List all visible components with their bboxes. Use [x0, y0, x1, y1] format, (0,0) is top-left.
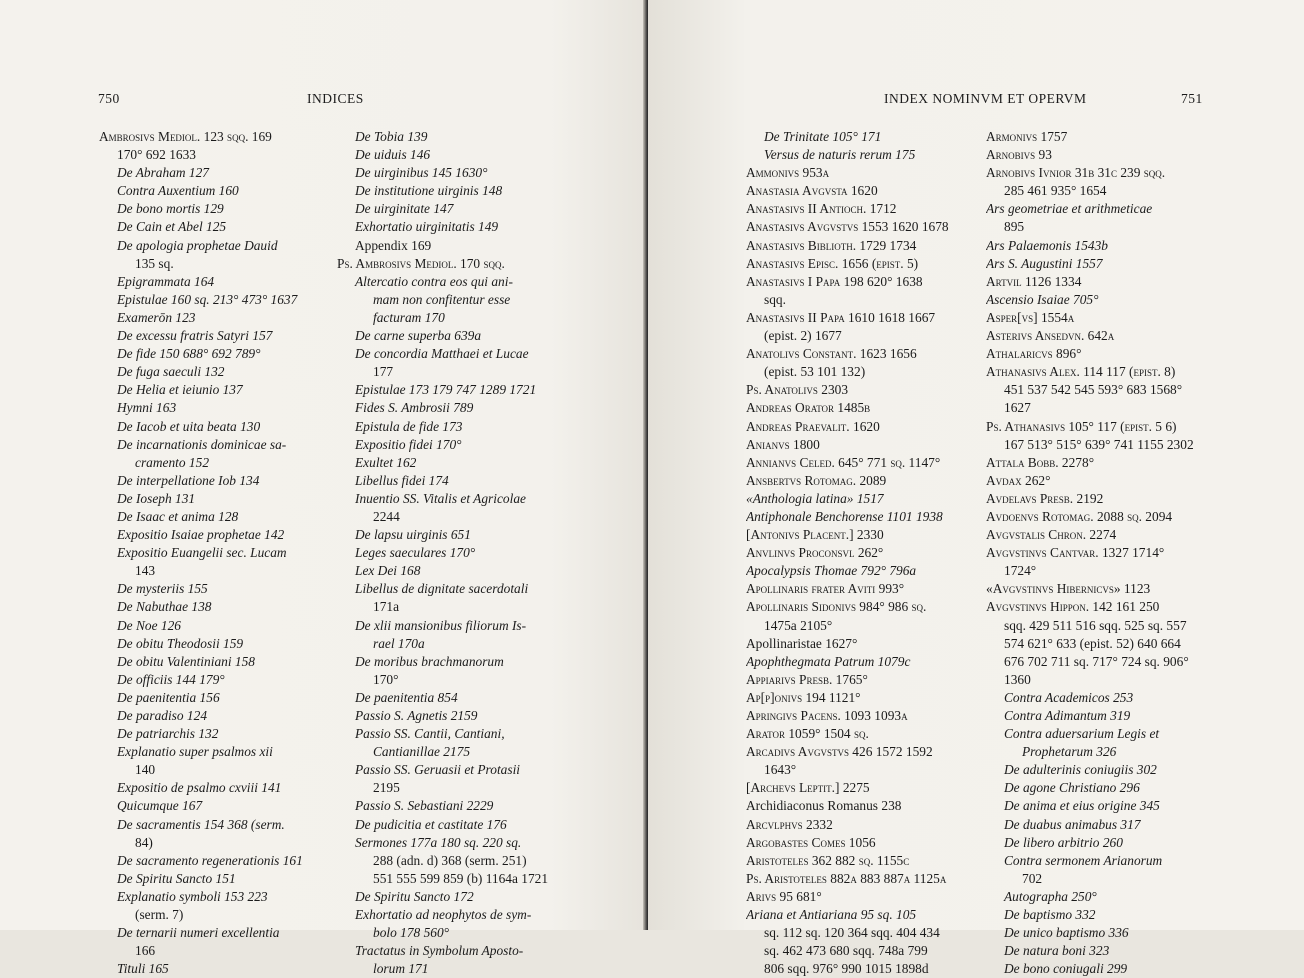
- index-entry: Examerōn 123: [117, 309, 196, 325]
- index-entry: Ps. Anatolivs 2303: [746, 382, 849, 398]
- index-entry: Anastasivs Episc. 1656 (epist. 5): [746, 255, 919, 271]
- index-column-left-1: [99, 128, 321, 978]
- index-entry: Ansbertvs Rotomag. 2089: [746, 472, 887, 488]
- index-entry: De interpellatione Iob 134: [117, 472, 260, 488]
- right-page: [648, 0, 1304, 977]
- index-entry: Tituli 165: [117, 961, 169, 977]
- index-entry: 1475a 2105°: [764, 617, 833, 633]
- index-entry: Cantianillae 2175: [373, 744, 471, 760]
- index-entry: De apologia prophetae Dauid: [117, 237, 278, 253]
- index-entry: Apollinaris Sidonivs 984° 986 sq.: [746, 599, 927, 615]
- index-entry: Prophetarum 326: [1022, 744, 1117, 760]
- index-entry: Apollinaristae 1627°: [746, 635, 858, 651]
- index-entry: De bono mortis 129: [117, 201, 224, 217]
- index-entry: cramento 152: [135, 454, 210, 470]
- index-entry: Anvlinvs Proconsvl 262°: [746, 545, 884, 561]
- index-entry: Armonivs 1757: [986, 129, 1068, 144]
- index-entry: 171a: [373, 599, 400, 615]
- index-entry: facturam 170: [373, 309, 445, 325]
- index-entry: De agone Christiano 296: [1004, 780, 1140, 796]
- index-entry: 676 702 711 sq. 717° 724 sq. 906°: [1004, 653, 1189, 669]
- index-entry: Ambrosivs Mediol. 123 sqq. 169: [99, 129, 272, 144]
- index-entry: De fide 150 688° 692 789°: [117, 346, 261, 362]
- index-entry: sqq. 429 511 516 sqq. 525 sq. 557: [1004, 617, 1187, 633]
- index-entry: Contra aduersarium Legis et: [1004, 726, 1160, 742]
- index-entry: Hymni 163: [117, 400, 177, 416]
- index-entry: Altercatio contra eos qui ani-: [355, 273, 513, 289]
- index-entry: Anastasivs Biblioth. 1729 1734: [746, 237, 917, 253]
- index-entry: Asterivs Ansedvn. 642a: [986, 328, 1115, 344]
- index-entry: De moribus brachmanorum: [355, 653, 504, 669]
- index-entry: Passio S. Agnetis 2159: [355, 708, 478, 723]
- index-entry: Andreas Praevalit. 1620: [746, 418, 880, 434]
- index-entry: De Spiritu Sancto 151: [117, 870, 236, 886]
- index-entry: Avgvstinvs Hippon. 142 161 250: [986, 599, 1160, 615]
- index-entry: sqq.: [764, 291, 786, 307]
- index-entry: Leges saeculares 170°: [355, 545, 476, 561]
- index-entry: Contra Adimantum 319: [1004, 708, 1131, 723]
- index-entry: De patriarchis 132: [117, 726, 219, 742]
- index-entry: De sacramentis 154 368 (serm.: [117, 816, 285, 832]
- index-entry: Ars Palaemonis 1543b: [986, 237, 1108, 253]
- index-entry: Contra Academicos 253: [1004, 689, 1134, 705]
- index-entry: Epistulae 173 179 747 1289 1721: [355, 382, 537, 398]
- index-entry: Expositio fidei 170°: [355, 436, 462, 452]
- index-entry: Tractatus in Symbolum Aposto-: [355, 943, 524, 959]
- index-entry: De mysteriis 155: [117, 581, 208, 597]
- index-entry: Arator 1059° 1504 sq.: [746, 726, 869, 742]
- index-entry: De Iacob et uita beata 130: [117, 418, 261, 434]
- index-entry: De libero arbitrio 260: [1004, 834, 1123, 850]
- index-entry: De Ioseph 131: [117, 490, 196, 506]
- index-entry: Athalaricvs 896°: [986, 346, 1082, 362]
- index-entry: 2195: [373, 780, 400, 796]
- index-entry: Ars geometriae et arithmeticae: [986, 201, 1153, 217]
- index-entry: Arnobivs 93: [986, 147, 1052, 163]
- index-entry: Inuentio SS. Vitalis et Agricolae: [355, 490, 526, 506]
- index-entry: Arcvlphvs 2332: [746, 816, 833, 832]
- index-entry: Anastasivs II Papa 1610 1618 1667: [746, 309, 936, 325]
- index-entry: Libellus de dignitate sacerdotali: [355, 581, 529, 597]
- index-entry: 574 621° 633 (epist. 52) 640 664: [1004, 635, 1181, 651]
- index-entry: 551 555 599 859 (b) 1164a 1721: [373, 870, 549, 886]
- index-entry: 170°: [373, 671, 399, 687]
- index-entry: Contra Auxentium 160: [117, 183, 239, 199]
- index-column-right-2: [986, 128, 1208, 978]
- index-entry: De duabus animabus 317: [1004, 816, 1141, 832]
- index-entry: Ps. Athanasivs 105° 117 (epist. 5 6): [986, 418, 1177, 434]
- index-entry: 140: [135, 762, 156, 778]
- index-entry: De paenitentia 156: [117, 689, 220, 705]
- index-entry: Anastasivs I Papa 198 620° 1638: [746, 273, 923, 289]
- index-entry: 1724°: [1004, 563, 1037, 579]
- index-entry: sq. 462 473 680 sqq. 748a 799: [764, 943, 928, 959]
- index-entry: Expositio de psalmo cxviii 141: [117, 780, 282, 796]
- index-entry: De fuga saeculi 132: [117, 364, 225, 380]
- index-entry: Explanatio super psalmos xii: [117, 744, 273, 760]
- index-entry: Annianvs Celed. 645° 771 sq. 1147°: [746, 454, 941, 470]
- index-entry: (epist. 53 101 132): [764, 364, 866, 380]
- index-entry: De sacramento regenerationis 161: [117, 852, 303, 868]
- index-entry: Ars S. Augustini 1557: [986, 255, 1103, 271]
- index-entry: De unico baptismo 336: [1004, 925, 1129, 941]
- index-entry: (epist. 2) 1677: [764, 328, 842, 344]
- index-entry: De Abraham 127: [117, 165, 209, 181]
- index-entry: Avdelavs Presb. 2192: [986, 490, 1104, 506]
- index-entry: Apringivs Pacens. 1093 1093a: [746, 708, 908, 723]
- index-entry: 170° 692 1633: [117, 147, 197, 163]
- index-entry: De xlii mansionibus filiorum Is-: [355, 617, 527, 633]
- index-entry: Exhortatio uirginitatis 149: [355, 219, 499, 235]
- index-entry: Expositio Isaiae prophetae 142: [117, 527, 285, 543]
- index-entry: 143: [135, 563, 156, 579]
- index-entry: lorum 171: [373, 961, 429, 977]
- index-entry: Arnobivs Ivnior 31b 31c 239 sqq.: [986, 165, 1166, 181]
- index-entry: 288 (adn. d) 368 (serm. 251): [373, 852, 527, 868]
- index-entry: Libellus fidei 174: [355, 472, 449, 488]
- index-entry: Avgvstalis Chron. 2274: [986, 527, 1117, 543]
- index-entry: «Anthologia latina» 1517: [746, 490, 884, 506]
- index-entry: Epistula de fide 173: [355, 418, 463, 434]
- index-entry: De obitu Theodosii 159: [117, 635, 244, 651]
- index-entry: 84): [135, 834, 153, 850]
- index-entry: Ascensio Isaiae 705°: [986, 291, 1099, 307]
- index-entry: 285 461 935° 1654: [1004, 183, 1107, 199]
- index-entry: Anatolivs Constant. 1623 1656: [746, 346, 917, 362]
- left-page: [0, 0, 648, 977]
- index-entry: Arivs 95 681°: [746, 888, 822, 904]
- index-column-left-2: [337, 128, 559, 978]
- index-entry: Exhortatio ad neophytos de sym-: [355, 907, 532, 923]
- index-column-right-1: [746, 128, 970, 978]
- index-entry: De Isaac et anima 128: [117, 508, 239, 524]
- index-entry: De incarnationis dominicae sa-: [117, 436, 287, 452]
- index-entry: Avgvstinvs Cantvar. 1327 1714°: [986, 545, 1165, 561]
- index-entry: Exultet 162: [355, 454, 417, 470]
- index-entry: De institutione uirginis 148: [355, 183, 503, 199]
- index-entry: Anastasivs II Antioch. 1712: [746, 201, 897, 217]
- index-entry: Aristoteles 362 882 sq. 1155c: [746, 852, 910, 868]
- index-entry: De Cain et Abel 125: [117, 219, 227, 235]
- index-entry: rael 170a: [373, 635, 425, 651]
- index-entry: Asper[vs] 1554a: [986, 309, 1075, 325]
- index-entry: Anastasia Avgvsta 1620: [746, 183, 878, 199]
- index-entry: De anima et eius origine 345: [1004, 798, 1160, 814]
- index-entry: [Archevs Leptit.] 2275: [746, 780, 870, 796]
- index-entry: 451 537 542 545 593° 683 1568°: [1004, 382, 1183, 398]
- index-entry: Arcadivs Avgvstvs 426 1572 1592: [746, 744, 933, 760]
- index-entry: Epistulae 160 sq. 213° 473° 1637: [117, 291, 298, 307]
- index-entry: Lex Dei 168: [355, 563, 421, 579]
- index-entry: De uirginibus 145 1630°: [355, 165, 488, 181]
- index-entry: Avdax 262°: [986, 472, 1051, 488]
- index-entry: Ps. Aristoteles 882a 883 887a 1125a: [746, 870, 947, 886]
- index-entry: Appiarivs Presb. 1765°: [746, 671, 868, 687]
- index-entry: Epigrammata 164: [117, 273, 215, 289]
- index-entry: 1627: [1004, 400, 1031, 416]
- running-head-left: INDICES: [307, 91, 364, 106]
- index-entry: De carne superba 639a: [355, 328, 482, 344]
- index-entry: De excessu fratris Satyri 157: [117, 328, 273, 344]
- index-entry: De paradiso 124: [117, 708, 208, 723]
- index-entry: Passio S. Sebastiani 2229: [355, 798, 494, 814]
- index-entry: Ammonivs 953a: [746, 165, 830, 181]
- index-entry: sq. 112 sq. 120 364 sqq. 404 434: [764, 925, 940, 941]
- index-entry: 1360: [1004, 671, 1031, 687]
- index-entry: 1643°: [764, 762, 797, 778]
- index-entry: 806 sqq. 976° 990 1015 1898d: [764, 961, 929, 977]
- index-entry: De pudicitia et castitate 176: [355, 816, 507, 832]
- index-entry: Anianvs 1800: [746, 436, 820, 452]
- index-entry: Passio SS. Cantii, Cantiani,: [355, 726, 505, 742]
- index-entry: Apophthegmata Patrum 1079c: [746, 653, 911, 669]
- index-entry: De bono coniugali 299: [1004, 961, 1128, 977]
- index-entry: Attala Bobb. 2278°: [986, 454, 1095, 470]
- page-number-left: 750: [98, 91, 120, 106]
- index-entry: Apollinaris frater Aviti 993°: [746, 581, 905, 597]
- index-entry: De natura boni 323: [1004, 943, 1110, 959]
- index-entry: De lapsu uirginis 651: [355, 527, 471, 543]
- index-entry: De obitu Valentiniani 158: [117, 653, 255, 669]
- index-entry: Athanasivs Alex. 114 117 (epist. 8): [986, 364, 1176, 380]
- index-entry: De adulterinis coniugiis 302: [1004, 762, 1157, 778]
- index-entry: Antiphonale Benchorense 1101 1938: [746, 508, 943, 524]
- index-entry: Ap[p]onivs 194 1121°: [746, 689, 861, 705]
- index-entry: Versus de naturis rerum 175: [764, 147, 916, 163]
- index-entry: 135 sq.: [135, 255, 174, 271]
- index-entry: De Spiritu Sancto 172: [355, 888, 474, 904]
- index-entry: Ariana et Antiariana 95 sq. 105: [746, 907, 917, 923]
- index-entry: Argobastes Comes 1056: [746, 834, 876, 850]
- index-entry: De paenitentia 854: [355, 689, 458, 705]
- index-entry: «Avgvstinvs Hibernicvs» 1123: [986, 581, 1151, 597]
- index-entry: De Noe 126: [117, 617, 181, 633]
- index-entry: Quicumque 167: [117, 798, 203, 814]
- index-entry: [Antonivs Placent.] 2330: [746, 527, 884, 543]
- index-entry: mam non confitentur esse: [373, 291, 511, 307]
- index-entry: Explanatio symboli 153 223: [117, 888, 268, 904]
- index-entry: De ternarii numeri excellentia: [117, 925, 280, 941]
- index-entry: Expositio Euangelii sec. Lucam: [117, 545, 287, 561]
- index-entry: Avdoenvs Rotomag. 2088 sq. 2094: [986, 508, 1173, 524]
- index-entry: De baptismo 332: [1004, 907, 1096, 923]
- index-entry: Contra sermonem Arianorum: [1004, 852, 1163, 868]
- index-entry: 895: [1004, 219, 1025, 235]
- index-entry: Andreas Orator 1485b: [746, 400, 871, 416]
- index-entry: 702: [1022, 870, 1043, 886]
- index-entry: De officiis 144 179°: [117, 671, 225, 687]
- index-entry: De uiduis 146: [355, 147, 431, 163]
- index-entry: De Helia et ieiunio 137: [117, 382, 243, 398]
- index-entry: Autographa 250°: [1004, 888, 1097, 904]
- index-entry: Passio SS. Geruasii et Protasii: [355, 762, 521, 778]
- index-entry: 2244: [373, 508, 400, 524]
- index-entry: De concordia Matthaei et Lucae: [355, 346, 529, 362]
- index-entry: Anastasivs Avgvstvs 1553 1620 1678: [746, 219, 949, 235]
- index-entry: De Trinitate 105° 171: [764, 129, 882, 144]
- index-entry: De uirginitate 147: [355, 201, 454, 217]
- index-entry: Artvil 1126 1334: [986, 273, 1082, 289]
- index-entry: Apocalypsis Thomae 792° 796a: [746, 563, 917, 579]
- index-entry: 177: [373, 364, 394, 380]
- index-entry: 167 513° 515° 639° 741 1155 2302: [1004, 436, 1194, 452]
- index-entry: 166: [135, 943, 156, 959]
- index-entry: bolo 178 560°: [373, 925, 450, 941]
- index-entry: De Nabuthae 138: [117, 599, 212, 615]
- index-entry: Fides S. Ambrosii 789: [355, 400, 474, 416]
- page-number-right: 751: [1181, 91, 1203, 106]
- running-head-right: INDEX NOMINVM ET OPERVM: [884, 91, 1087, 106]
- index-entry: De Tobia 139: [355, 129, 428, 144]
- index-entry: Sermones 177a 180 sq. 220 sq.: [355, 834, 522, 850]
- index-entry: (serm. 7): [135, 907, 184, 923]
- index-entry: Ps. Ambrosivs Mediol. 170 sqq.: [337, 255, 505, 271]
- index-entry: Appendix 169: [355, 237, 432, 253]
- index-entry: Archidiaconus Romanus 238: [746, 798, 902, 814]
